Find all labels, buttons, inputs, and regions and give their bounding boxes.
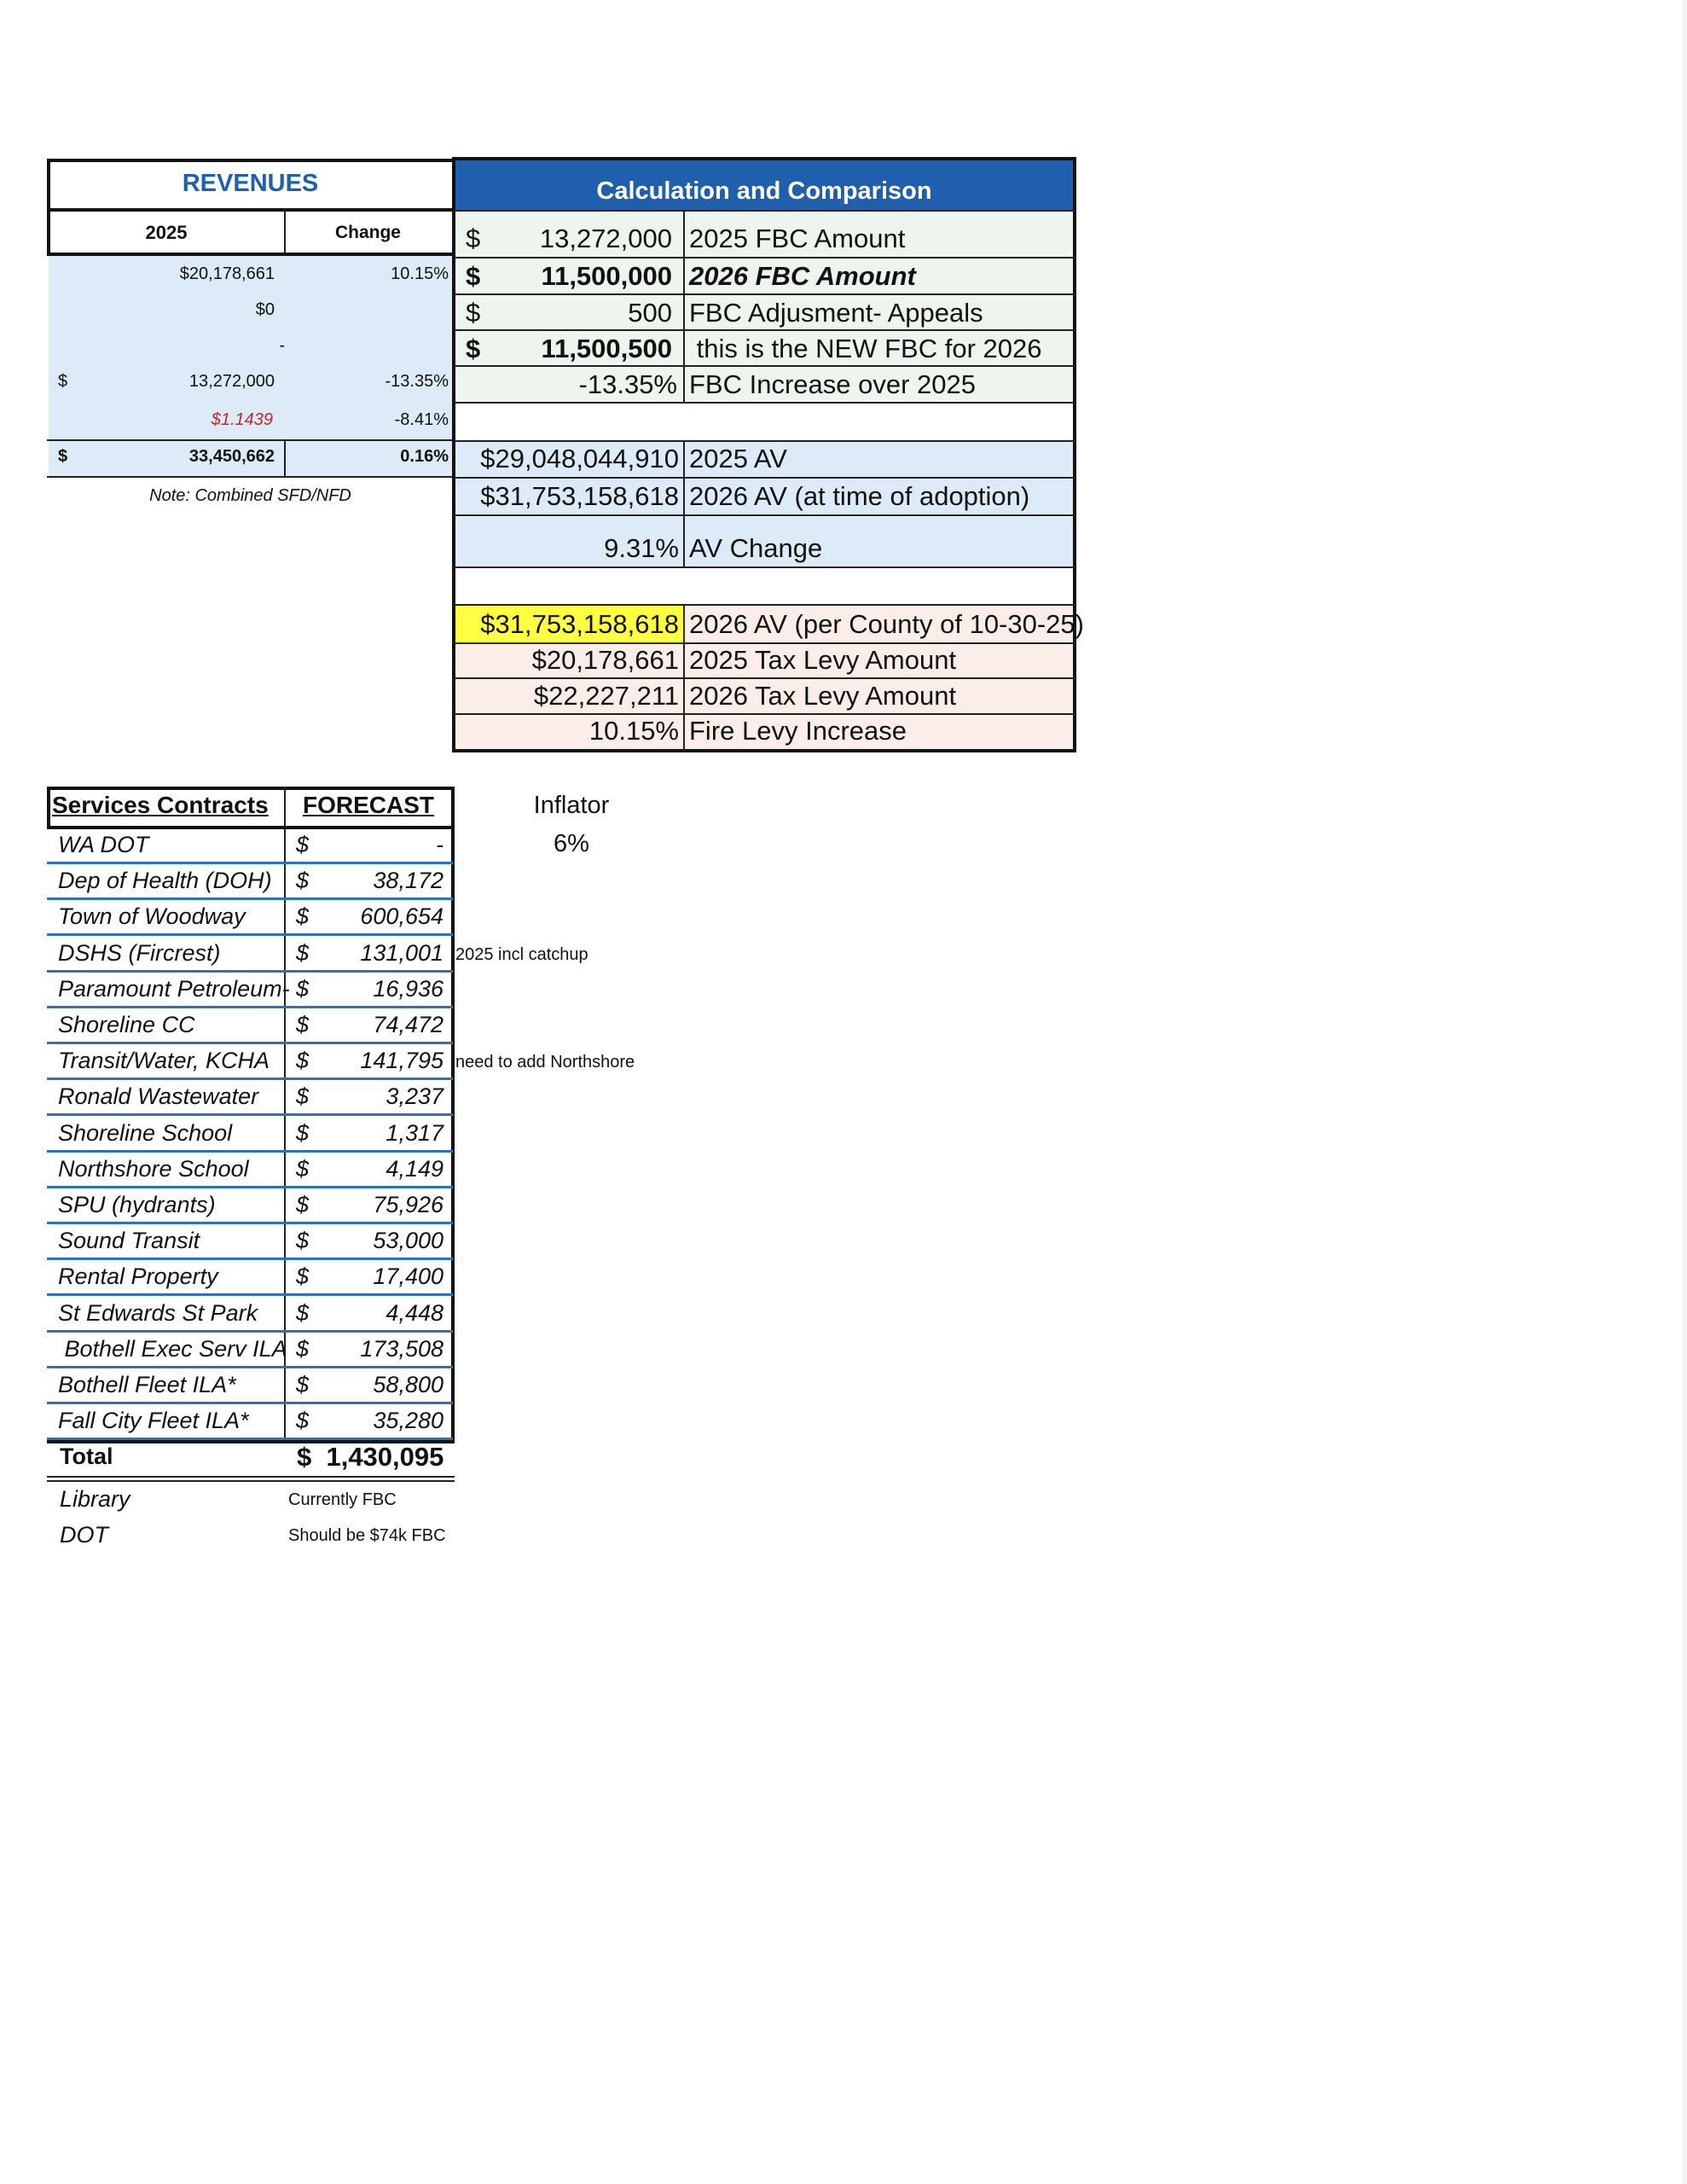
calc-row-dollar: $ — [466, 298, 481, 328]
calc-row-label: 2026 FBC Amount — [689, 261, 916, 291]
inflator-label: Inflator — [533, 792, 610, 819]
services-row-value: 38,172 — [373, 868, 443, 893]
services-row-name: Transit/Water, KCHA — [58, 1048, 270, 1073]
services-row-name: Fall City Fleet ILA* — [58, 1408, 249, 1433]
services-row-name: Paramount Petroleum- — [58, 976, 290, 1002]
av-row-label: 2025 AV — [689, 444, 787, 473]
services-row-dollar: $ — [296, 1156, 310, 1182]
services-row-divider — [47, 1150, 453, 1153]
av-row-label: AV Change — [689, 533, 823, 563]
services-col-forecast: FORECAST — [303, 792, 434, 818]
services-row-divider — [47, 1113, 453, 1116]
services-row-name: Bothell Exec Serv ILA — [58, 1336, 287, 1362]
services-row-name: DSHS (Fircrest) — [58, 940, 221, 966]
calc-row-label: 2025 FBC Amount — [689, 224, 906, 253]
calc-row-amount: 13,272,000 — [539, 224, 672, 253]
calc-row-amount: 11,500,000 — [541, 261, 672, 291]
services-row-name: Rental Property — [58, 1263, 218, 1289]
revenues-total-change: 0.16% — [400, 447, 449, 466]
calc-row-amount: 500 — [628, 298, 672, 328]
services-row-divider — [47, 1042, 453, 1044]
services-extra-note: Currently FBC — [288, 1490, 397, 1509]
services-row-value: 141,795 — [360, 1048, 443, 1073]
calculation-title: Calculation and Comparison — [454, 159, 1075, 210]
services-row-value: 173,508 — [360, 1336, 443, 1362]
services-row-value: 16,936 — [373, 976, 443, 1002]
services-row-name: Town of Woodway — [58, 903, 246, 929]
calc-row-label: FBC Increase over 2025 — [689, 369, 977, 399]
services-row-dollar: $ — [296, 1300, 310, 1326]
services-row-divider — [47, 1258, 453, 1260]
services-row-name: Shoreline CC — [58, 1012, 195, 1037]
services-row-divider — [47, 1222, 453, 1224]
services-row-divider — [47, 933, 453, 936]
calc-row-dollar: $ — [466, 261, 481, 291]
services-row-dollar: $ — [296, 976, 310, 1002]
services-row-value: 53,000 — [373, 1228, 443, 1253]
levy-row-amount: $22,227,211 — [533, 681, 679, 711]
services-row-divider — [47, 1402, 453, 1404]
calc-row-amount: -13.35% — [578, 369, 677, 399]
revenues-total-value: 33,450,662 — [188, 447, 275, 466]
revenues-row-value: $20,178,661 — [179, 264, 275, 283]
services-extra-name: Library — [60, 1486, 130, 1512]
levy-row-label: 2026 Tax Levy Amount — [689, 681, 957, 711]
inflator-value: 6% — [554, 830, 589, 857]
services-row-divider — [47, 897, 453, 900]
revenues-body — [49, 254, 452, 476]
services-row-name: Shoreline School — [58, 1120, 233, 1146]
revenues-row-change: 10.15% — [391, 264, 449, 283]
revenues-row-value: $0 — [255, 300, 275, 319]
services-row-value: 1,317 — [386, 1120, 443, 1146]
av-row-amount: 9.31% — [604, 533, 679, 563]
services-row-value: 4,448 — [386, 1300, 443, 1326]
services-row-dollar: $ — [296, 868, 310, 893]
services-row-value: 600,654 — [360, 903, 443, 929]
page-edge — [1682, 0, 1687, 2184]
calc-row-dollar: $ — [466, 224, 481, 253]
services-row-value: 74,472 — [373, 1012, 443, 1037]
revenues-row-value: 13,272,000 — [188, 372, 275, 391]
services-row-dollar: $ — [296, 903, 310, 929]
revenues-row-change: -8.41% — [394, 410, 449, 429]
calc-row-amount: 11,500,500 — [541, 334, 672, 363]
services-row-dollar: $ — [296, 1083, 310, 1109]
services-row-name: St Edwards St Park — [58, 1300, 258, 1326]
services-row-divider — [47, 862, 453, 864]
services-row-name: Ronald Wastewater — [58, 1083, 259, 1109]
services-row-dollar: $ — [296, 1336, 310, 1362]
revenues-note: Note: Combined SFD/NFD — [149, 486, 351, 505]
services-row-name: Sound Transit — [58, 1228, 200, 1253]
services-row-value: 3,237 — [386, 1083, 443, 1109]
services-row-divider — [47, 970, 453, 973]
services-total-value: $ 1,430,095 — [297, 1442, 444, 1472]
revenues-total-dollar: $ — [58, 447, 68, 466]
services-row-dollar: $ — [296, 940, 310, 966]
services-row-value: - — [436, 832, 443, 857]
services-row-divider — [47, 1077, 453, 1080]
services-row-dollar: $ — [296, 1408, 310, 1433]
revenues-row-value: - — [279, 336, 285, 355]
services-row-name: Bothell Fleet ILA* — [58, 1372, 236, 1397]
av-row-amount: $31,753,158,618 — [480, 481, 679, 511]
services-row-note: need to add Northshore — [455, 1053, 635, 1072]
services-col-name: Services Contracts — [52, 792, 269, 818]
av-row-amount: $29,048,044,910 — [480, 444, 679, 473]
levy-row-label: Fire Levy Increase — [689, 716, 907, 746]
services-row-divider — [47, 1366, 453, 1368]
revenues-col-change: Change — [334, 223, 401, 242]
services-extra-note: Should be $74k FBC — [288, 1526, 446, 1545]
services-row-dollar: $ — [296, 1012, 310, 1037]
services-row-divider — [47, 1330, 453, 1333]
levy-row-amount: $31,753,158,618 — [480, 609, 679, 639]
services-row-dollar: $ — [296, 1048, 310, 1073]
services-row-name: Dep of Health (DOH) — [58, 868, 272, 893]
services-row-dollar: $ — [296, 1228, 310, 1253]
revenues-row-dollar: $ — [58, 372, 68, 391]
services-row-value: 75,926 — [373, 1192, 443, 1217]
levy-row-amount: $20,178,661 — [531, 645, 679, 675]
calc-row-dollar: $ — [466, 334, 481, 363]
services-row-dollar: $ — [296, 1120, 310, 1146]
levy-row-label: 2025 Tax Levy Amount — [689, 645, 957, 675]
services-row-value: 17,400 — [373, 1263, 443, 1289]
services-row-value: 35,280 — [373, 1408, 443, 1433]
services-row-dollar: $ — [296, 1263, 310, 1289]
services-row-divider — [47, 1186, 453, 1188]
services-row-name: WA DOT — [58, 832, 149, 857]
services-row-divider — [47, 1006, 453, 1008]
calc-row-label: FBC Adjusment- Appeals — [689, 298, 983, 328]
revenues-row-change: -13.35% — [385, 372, 449, 391]
services-row-value: 58,800 — [373, 1372, 443, 1397]
services-row-dollar: $ — [296, 832, 310, 857]
services-row-name: Northshore School — [58, 1156, 249, 1182]
levy-row-label: 2026 AV (per County of 10-30-25) — [689, 609, 1084, 639]
revenues-col-year: 2025 — [145, 222, 188, 243]
services-row-name: SPU (hydrants) — [58, 1192, 216, 1217]
av-row-label: 2026 AV (at time of adoption) — [689, 481, 1030, 511]
calc-row-label: this is the NEW FBC for 2026 — [689, 334, 1042, 363]
levy-row-amount: 10.15% — [588, 716, 679, 746]
services-total-label: Total — [60, 1443, 113, 1469]
services-row-dollar: $ — [296, 1372, 310, 1397]
services-row-value: 4,149 — [386, 1156, 443, 1182]
services-row-value: 131,001 — [360, 940, 443, 966]
services-row-divider — [47, 1293, 453, 1296]
revenues-title: REVENUES — [182, 170, 319, 197]
services-row-dollar: $ — [296, 1192, 310, 1217]
revenues-rate-value: $1.1439 — [211, 410, 273, 429]
services-row-note: 2025 incl catchup — [455, 945, 588, 964]
services-extra-name: DOT — [60, 1522, 108, 1548]
